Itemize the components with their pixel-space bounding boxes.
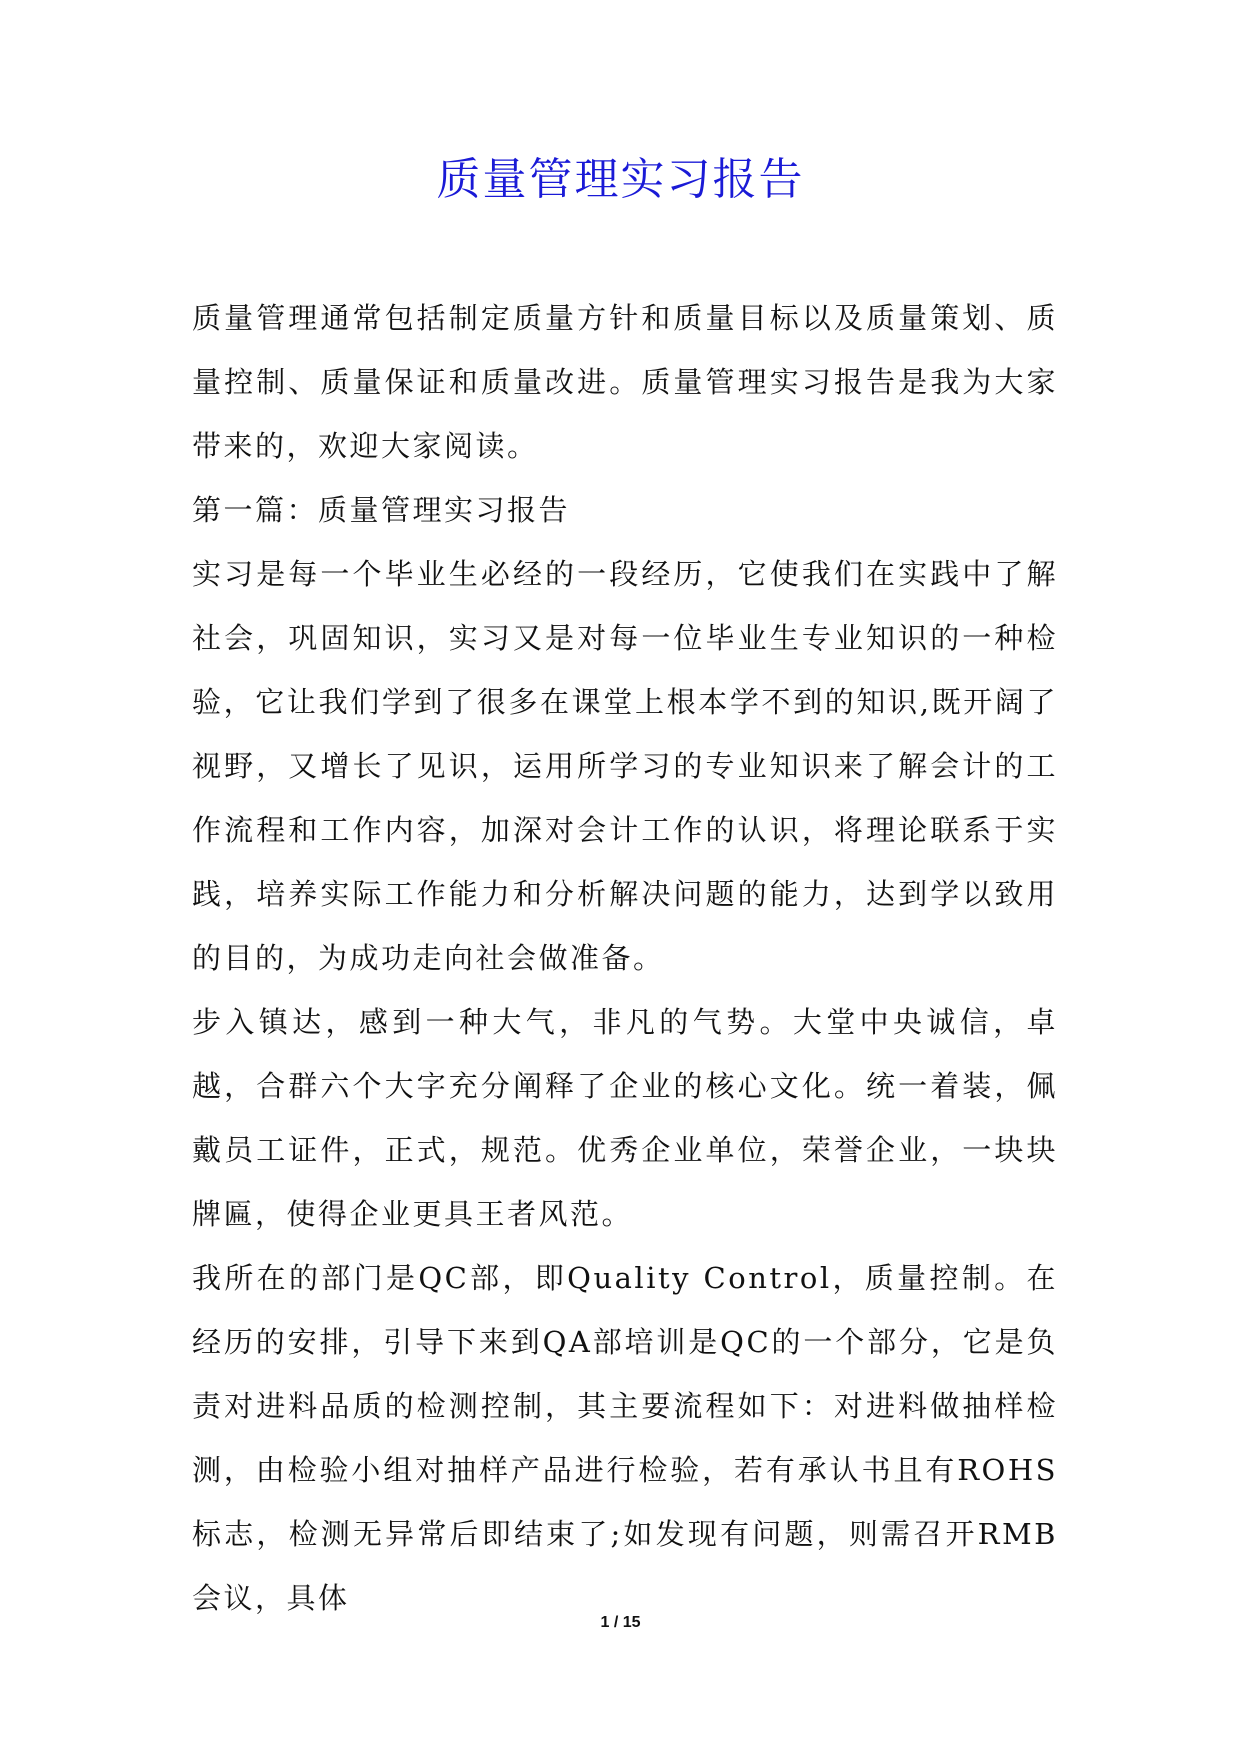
section-heading: 第一篇：质量管理实习报告 bbox=[192, 493, 571, 527]
document-body bbox=[192, 286, 1058, 1630]
page-number: 1 / 15 bbox=[600, 1614, 641, 1631]
body-paragraph: 实习是每一个毕业生必经的一段经历，它使我们在实践中了解社会，巩固知识，实习又是对每一位毕业生专业知识的一种检验，它让我们学到了很多在课堂上根本学不到的知识,既开阔了视野，又增长了见识，运用所学习的专业知识来了解会计的工作流程和工作内容，加深对会计工作的认识，将理论联系于实践，培养实际工作能力和分析解决问题的能力，达到学以致用的目的，为成功走向社会做准备。 bbox=[192, 557, 1058, 975]
body-paragraph: 我所在的部门是QC部，即Quality Control，质量控制。在经历的安排，引导下来到QA部培训是QC的一个部分，它是负责对进料品质的检测控制，其主要流程如下：对进料做抽样检测，由检验小组对抽样产品进行检验，若有承认书且有ROHS标志，检测无异常后即结束了;如发现有问题，则需召开RMB会议，具体 bbox=[192, 1261, 1058, 1615]
intro-paragraph: 质量管理通常包括制定质量方针和质量目标以及质量策划、质量控制、质量保证和质量改进。质量管理实习报告是我为大家带来的，欢迎大家阅读。 bbox=[192, 301, 1058, 463]
body-paragraph: 步入镇达，感到一种大气，非凡的气势。大堂中央诚信，卓越，合群六个大字充分阐释了企业的核心文化。统一着装，佩戴员工证件，正式，规范。优秀企业单位，荣誉企业，一块块牌匾，使得企业更具王者风范。 bbox=[192, 1005, 1058, 1231]
document-title: 质量管理实习报告 bbox=[436, 154, 805, 205]
